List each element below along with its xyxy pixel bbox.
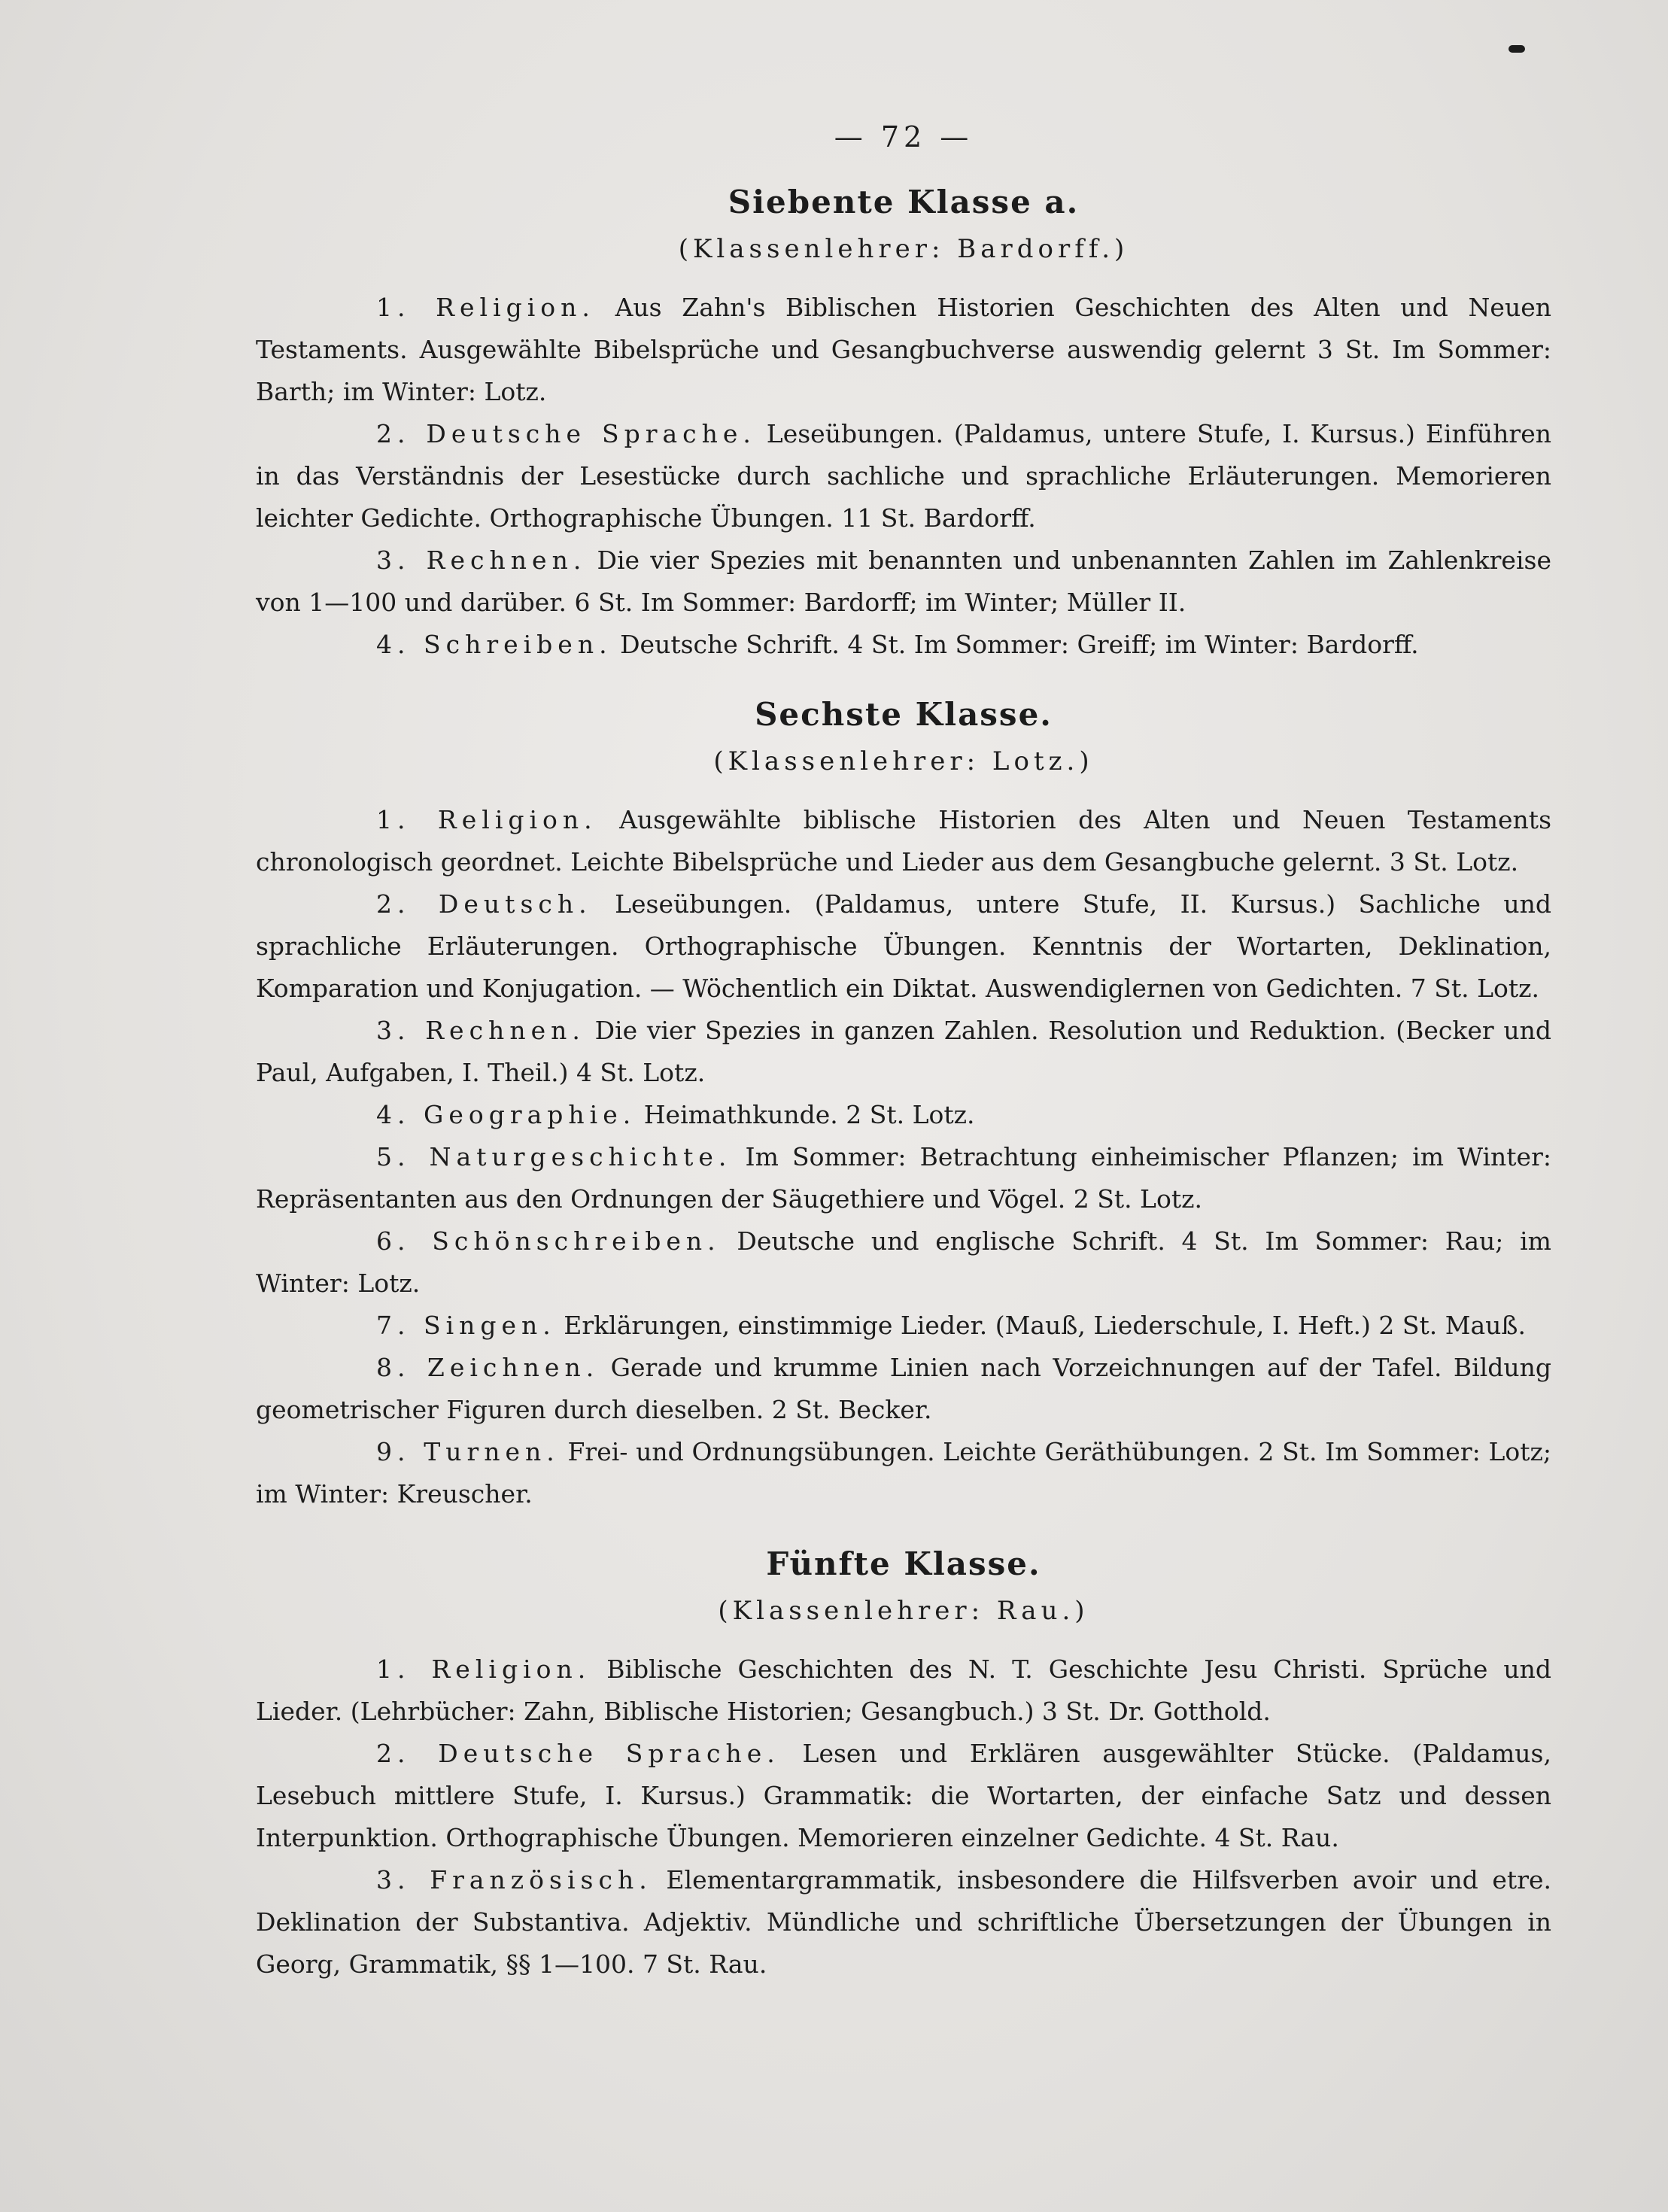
subject-text: Leseübungen. (Paldamus, untere Stufe, I. Kursus.) Einführen in das Verständnis der Lesestücke durch sachliche und sprachliche Erläuterungen. Memorieren leichter Gedichte. Orthographische Übungen. 11 St. Bardorff. [256, 419, 1551, 533]
subject-item [256, 1648, 1551, 1733]
subject-text: Elementargrammatik, insbesondere die Hilfsverben avoir und etre. Deklination der Substantiva. Adjektiv. Mündliche und schriftliche Übersetzungen der Übungen in Georg, Grammatik, §§ 1—100. 7 St. Rau. [256, 1865, 1551, 1979]
section-teacher: (Klassenlehrer: Bardorff.) [678, 234, 1129, 264]
subject-lead: 2. Deutsche Sprache. [376, 419, 756, 448]
subject-lead: 9. Turnen. [376, 1437, 560, 1466]
subject-text: Ausgewählte biblische Historien des Alten und Neuen Testaments chronologisch geordnet. Leichte Bibelsprüche und Lieder aus dem Gesangbuche gelernt. 3 St. Lotz. [256, 805, 1551, 877]
section-title: Fünfte Klasse. [766, 1545, 1041, 1582]
subject-item [256, 883, 1551, 1010]
subject-text: Heimathkunde. 2 St. Lotz. [643, 1100, 975, 1129]
subject-text: Im Sommer: Betrachtung einheimischer Pflanzen; im Winter: Repräsentanten aus den Ordnungen der Säugethiere und Vögel. 2 St. Lotz. [256, 1142, 1551, 1214]
subject-lead: 3. Rechnen. [376, 1016, 585, 1045]
subject-item [256, 287, 1551, 413]
subject-lead: 1. Religion. [376, 1654, 591, 1684]
subject-text: Deutsche und englische Schrift. 4 St. Im Sommer: Rau; im Winter: Lotz. [256, 1226, 1551, 1298]
subject-text: Leseübungen. (Paldamus, untere Stufe, II. Kursus.) Sachliche und sprachliche Erläuterungen. Orthographische Übungen. Kenntnis der Wortarten, Deklination, Komparation und Konjugation. — Wöchentlich ein Diktat. Auswendiglernen von Gedichten. 7 St. Lotz. [256, 889, 1551, 1003]
subject-item [256, 624, 1551, 666]
subject-item [256, 1136, 1551, 1220]
subject-lead: 5. Naturgeschichte. [376, 1142, 732, 1171]
subject-item [256, 799, 1551, 883]
subject-lead: 4. Schreiben. [376, 630, 612, 659]
subject-lead: 2. Deutsche Sprache. [376, 1739, 780, 1768]
page-number: — 72 — [834, 120, 974, 153]
section-teacher: (Klassenlehrer: Rau.) [718, 1596, 1089, 1626]
subject-lead: 3. Rechnen. [376, 545, 587, 575]
section-fuenfte-klasse [256, 1545, 1551, 1986]
subject-lead: 3. Französisch. [376, 1865, 652, 1894]
subject-text: Aus Zahn's Biblischen Historien Geschichten des Alten und Neuen Testaments. Ausgewählte Bibelsprüche und Gesangbuchverse auswendig gelernt 3 St. Im Sommer: Barth; im Winter: Lotz. [256, 293, 1551, 406]
section-siebente-klasse [256, 184, 1551, 666]
subject-item [256, 1220, 1551, 1305]
subject-item [256, 1431, 1551, 1515]
section-title: Sechste Klasse. [755, 696, 1053, 733]
subject-text: Die vier Spezies mit benannten und unbenannten Zahlen im Zahlenkreise von 1—100 und darüber. 6 St. Im Sommer: Bardorff; im Winter; Müller II. [256, 545, 1551, 617]
subject-text: Die vier Spezies in ganzen Zahlen. Resolution und Reduktion. (Becker und Paul, Aufgaben, I. Theil.) 4 St. Lotz. [256, 1016, 1551, 1087]
subject-item [256, 1347, 1551, 1431]
subject-lead: 1. Religion. [376, 293, 595, 322]
section-sechste-klasse [256, 696, 1551, 1515]
subject-item [256, 1010, 1551, 1094]
page-content [256, 120, 1551, 1993]
subject-lead: 6. Schönschreiben. [376, 1226, 721, 1256]
ink-mark [1508, 45, 1525, 53]
subject-lead: 8. Zeichnen. [376, 1353, 600, 1382]
subject-item [256, 1859, 1551, 1986]
section-title: Siebente Klasse a. [728, 184, 1080, 220]
subject-item [256, 1305, 1551, 1347]
subject-lead: 7. Singen. [376, 1311, 556, 1340]
subject-text: Erklärungen, einstimmige Lieder. (Mauß, Liederschule, I. Heft.) 2 St. Mauß. [564, 1311, 1526, 1340]
subject-text: Lesen und Erklären ausgewählter Stücke. (Paldamus, Lesebuch mittlere Stufe, I. Kursus.) Grammatik: die Wortarten, der einfache Satz und dessen Interpunktion. Orthographische Übungen. Memorieren einzelner Gedichte. 4 St. Rau. [256, 1739, 1551, 1852]
subject-text: Biblische Geschichten des N. T. Geschichte Jesu Christi. Sprüche und Lieder. (Lehrbücher: Zahn, Biblische Historien; Gesangbuch.) 3 St. Dr. Gotthold. [256, 1654, 1551, 1726]
subject-lead: 4. Geographie. [376, 1100, 637, 1129]
section-teacher: (Klassenlehrer: Lotz.) [713, 746, 1094, 776]
subject-lead: 2. Deutsch. [376, 889, 592, 919]
subject-item [256, 1094, 1551, 1136]
subject-item [256, 413, 1551, 539]
subject-item [256, 1733, 1551, 1859]
subject-item [256, 539, 1551, 624]
subject-text: Gerade und krumme Linien nach Vorzeichnungen auf der Tafel. Bildung geometrischer Figuren durch dieselben. 2 St. Becker. [256, 1353, 1552, 1424]
subject-lead: 1. Religion. [376, 805, 597, 834]
subject-text: Frei- und Ordnungsübungen. Leichte Geräthübungen. 2 St. Im Sommer: Lotz; im Winter: Kreuscher. [256, 1437, 1551, 1509]
subject-text: Deutsche Schrift. 4 St. Im Sommer: Greiff; im Winter: Bardorff. [620, 630, 1419, 659]
